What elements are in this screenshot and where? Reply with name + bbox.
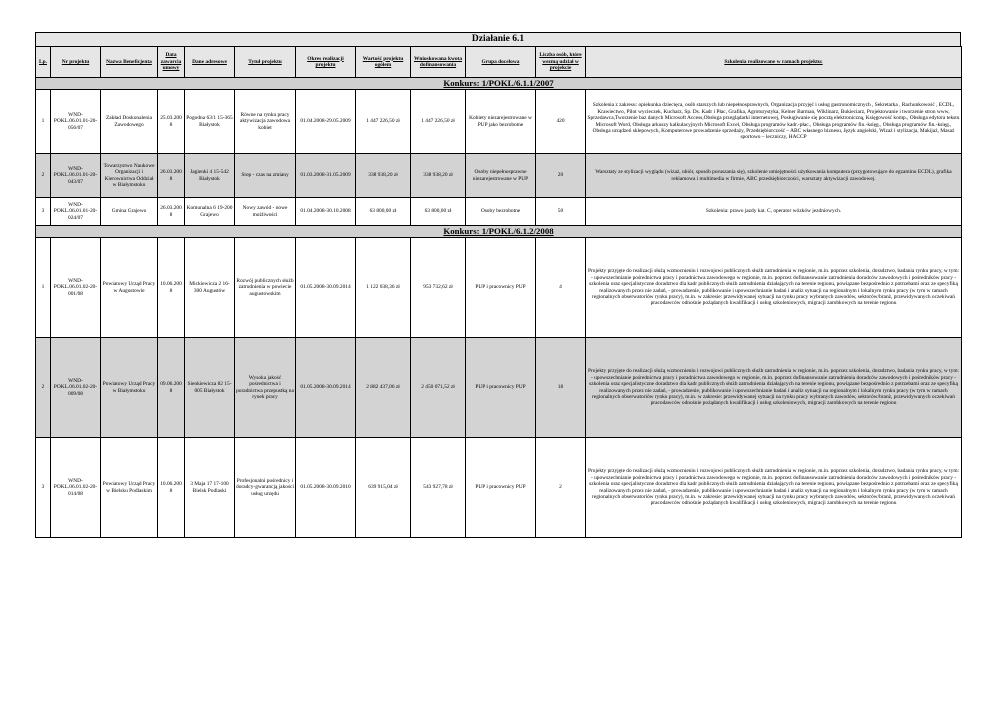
cell-kwota: 338 938,20 zł — [411, 154, 466, 198]
cell-kwota: 1 447 226,50 zł — [411, 90, 466, 154]
col-header-grupa: Grupa docelowa — [466, 47, 536, 78]
cell-adres: Sienkiewicza 82 15-005 Białystok — [185, 338, 235, 438]
cell-okres: 01.04.2008-30.10.2008 — [296, 198, 356, 226]
cell-okres: 01.05.2008-30.09.2014 — [296, 238, 356, 338]
cell-lp: 3 — [36, 198, 51, 226]
cell-adres: Mickiewicza 2 16-300 Augustów — [185, 238, 235, 338]
cell-adres: 3 Maja 17 17-100 Bielsk Podlaski — [185, 438, 235, 538]
cell-tytul: Stop - czas na zmiany — [235, 154, 296, 198]
cell-data: 26.03.2008 — [158, 154, 185, 198]
cell-kwota: 953 732,62 zł — [411, 238, 466, 338]
table-row — [36, 338, 962, 438]
col-header-wartosc: Wartość projektu ogółem — [356, 47, 411, 78]
spreadsheet — [35, 32, 961, 538]
section-title: Konkurs: 1/POKL/6.1.1/2007 — [36, 78, 962, 90]
col-header-okres: Okres realizacji projektu — [296, 47, 356, 78]
projects-table — [35, 46, 962, 538]
cell-nr: WND-POKL.06.01.02-20-009/08 — [51, 338, 101, 438]
cell-szkolenia: Warsztaty ze stylizacji wyglądu (wizaż, ubiór, sposób poruszania się), szkolenie umiejętności użytkowania komputera (przygotowujące do egzaminu ECDL), grafika reklamowa i multimedia w firmie, ABC przedsiębiorczości, warsztaty aktywizacji zawodowej. — [586, 154, 962, 198]
cell-liczba: 420 — [536, 90, 586, 154]
cell-grupa: Kobiety niezarejestrowane w PUP jako bezrobotne — [466, 90, 536, 154]
cell-beneficjent: Towarzystwo Naukowe Organizacji i Kierownictwa Oddział w Białymstoku — [101, 154, 158, 198]
cell-beneficjent: Powiatowy Urząd Pracy w Augustowie — [101, 238, 158, 338]
col-header-data: Data zawarcia umowy — [158, 47, 185, 78]
cell-szkolenia: Szkolenia: prawo jazdy kat. C, operator wózków jezdniowych. — [586, 198, 962, 226]
cell-szkolenia: Szkolenia z zakresu: opiekunka dziecięca, osób starszych lub niepełnosprawnych, Organizacja przyjęć i usług gastronomicznych , Sekretarka , Rachunkowość , ECDL, Krawiectwo, Pilot wycieczek, Kucharz, Sp. Ds. Kadr i Płac, Grafika, Agroturystyka, Kelner Barman, Wiklinarz, Bukieciarz, Projektowanie i tworzenie stron www, Sprzedawca,Tworzenie baz danych Microsoft Access,Obsługa przeglądarki internetowej, Posługiwanie się pocztą elektroniczną, Księgowość komp., Obsługa edytora tekstu Microsoft Word, Obsługa arkuszy kalkulacyjnych Microsoft Excel, Obsługa programów kadr.-płac., Obsługa programów fin.-księg., Obsługa programów fin.-księg., Obsługa urządzeń sklepowych, Komputerowe prowadzenie sprzedaży, Przedsiębiorczość – ABC własnego biznesu, Język angielski, Wizaż i stylizacja, Makijaż, Masaż sportowo – leczniczy, HACCP — [586, 90, 962, 154]
cell-szkolenia: Projekty przyjęte do realizacji służą wzmocnieniu i rozwojowi publicznych służb zatrudnienia w regionie, m.in. poprzez szkolenia, doradztwo, badania rynku pracy, w tym: - upowszechnianie pośrednictwa pracy i poradnictwa zawodowego w regionie, m.in. poprzez dofinansowanie zatrudnienia doradców zawodowych i pośredników pracy - szkolenia oraz specjalistyczne doradztwo dla kadr publicznych służb zatrudnienia działających na terenie regionu, powiązane bezpośrednio z potrzebami oraz ze specyfiką realizowanych przez nie zadań, - prowadzenie, publikowanie i upowszechnianie badań i analiz sytuacji na regionalnym i lokalnym rynku pracy (w tym w ramach regionalnych obserwatoriów rynku pracy), m.in. w zakresie: przewidywanej sytuacji na rynku pracy wybranych zawodów, sektorów/branż, przewidywanych oczekiwań pracodawców odnośnie pożądanych kwalifikacji i usług szkoleniowych, migracji zarobkowych na terenie regionu — [586, 238, 962, 338]
cell-beneficjent: Powiatowy Urząd Pracy w Białymstoku — [101, 338, 158, 438]
cell-beneficjent: Powiatowy Urząd Pracy w Bielsku Podlaskim — [101, 438, 158, 538]
cell-wartosc: 63 800,00 zł — [356, 198, 411, 226]
cell-grupa: PUP i pracownicy PUP — [466, 438, 536, 538]
cell-szkolenia: Projekty przyjęte do realizacji służą wzmocnieniu i rozwojowi publicznych służb zatrudnienia w regionie, m.in. poprzez szkolenia, doradztwo, badania rynku pracy, w tym: - upowszechnianie pośrednictwa pracy i poradnictwa zawodowego w regionie, m.in. poprzez dofinansowanie zatrudnienia doradców zawodowych i pośredników pracy - szkolenia oraz specjalistyczne doradztwo dla kadr publicznych służb zatrudnienia działających na terenie regionu, powiązane bezpośrednio z potrzebami oraz ze specyfiką realizowanych przez nie zadań, - prowadzenie, publikowanie i upowszechnianie badań i analiz sytuacji na regionalnym i lokalnym rynku pracy (w tym w ramach regionalnych obserwatoriów rynku pracy), m.in. w zakresie: przewidywanej sytuacji na rynku pracy wybranych zawodów, sektorów/branż, przewidywanych oczekiwań pracodawców odnośnie pożądanych kwalifikacji i usług szkoleniowych, migracji zarobkowych na terenie regionu — [586, 338, 962, 438]
cell-nr: WND-POKL.06.01.02-20-001/08 — [51, 238, 101, 338]
cell-kwota: 63 800,00 zł — [411, 198, 466, 226]
cell-okres: 01.05.2008-30.09.2010 — [296, 438, 356, 538]
cell-grupa: Osoby bezrobotne — [466, 198, 536, 226]
cell-data: 10.06.2008 — [158, 238, 185, 338]
cell-nr: WND-POKL.06.01.01-20-043/07 — [51, 154, 101, 198]
section-header-row — [36, 226, 962, 238]
table-row — [36, 154, 962, 198]
table-row — [36, 238, 962, 338]
col-header-nr: Nr projektu — [51, 47, 101, 78]
cell-tytul: Wysoka jakość pośrednictwa i poradnictwa przepustką na rynek pracy — [235, 338, 296, 438]
cell-liczba: 18 — [536, 338, 586, 438]
col-header-kwota: Wnioskowana kwota dofinansowania — [411, 47, 466, 78]
cell-wartosc: 338 938,20 zł — [356, 154, 411, 198]
cell-adres: Komunalna 6 19-200 Grajewo — [185, 198, 235, 226]
cell-tytul: Równe na rynku pracy aktywizacja zawodowa kobiet — [235, 90, 296, 154]
cell-liczba: 20 — [536, 154, 586, 198]
cell-liczba: 50 — [536, 198, 586, 226]
table-row — [36, 90, 962, 154]
cell-lp: 2 — [36, 338, 51, 438]
cell-kwota: 543 927,78 zł — [411, 438, 466, 538]
col-header-beneficjent: Nazwa Beneficjenta — [101, 47, 158, 78]
cell-adres: Pogodna 63/1 15-365 Białystok — [185, 90, 235, 154]
cell-liczba: 4 — [536, 238, 586, 338]
cell-grupa: PUP i pracownicy PUP — [466, 338, 536, 438]
cell-wartosc: 2 882 437,06 zł — [356, 338, 411, 438]
cell-okres: 01.05.2008-30.09.2014 — [296, 338, 356, 438]
cell-lp: 3 — [36, 438, 51, 538]
cell-wartosc: 1 122 038,36 zł — [356, 238, 411, 338]
cell-grupa: PUP i pracownicy PUP — [466, 238, 536, 338]
header-row — [36, 47, 962, 78]
section-title: Konkurs: 1/POKL/6.1.2/2008 — [36, 226, 962, 238]
cell-beneficjent: Zakład Doskonalenia Zawodowego — [101, 90, 158, 154]
cell-lp: 2 — [36, 154, 51, 198]
cell-adres: Jagienki 4 15-542 Białystok — [185, 154, 235, 198]
cell-nr: WND-POKL.06.01.01-20-024/07 — [51, 198, 101, 226]
cell-wartosc: 1 447 226,50 zł — [356, 90, 411, 154]
table-row — [36, 198, 962, 226]
cell-tytul: Rozwój publicznych służb zatrudnienia w powiecie augustowskim — [235, 238, 296, 338]
cell-tytul: Nowy zawód - nowe możliwości — [235, 198, 296, 226]
cell-wartosc: 639 915,04 zł — [356, 438, 411, 538]
table-row — [36, 438, 962, 538]
cell-szkolenia: Projekty przyjęte do realizacji służą wzmocnieniu i rozwojowi publicznych służb zatrudnienia w regionie, m.in. poprzez szkolenia, doradztwo, badania rynku pracy, w tym: - upowszechnianie pośrednictwa pracy i poradnictwa zawodowego w regionie, m.in. poprzez dofinansowanie zatrudnienia doradców zawodowych i pośredników pracy - szkolenia oraz specjalistyczne doradztwo dla kadr publicznych służb zatrudnienia działających na terenie regionu, powiązane bezpośrednio z potrzebami oraz ze specyfiką realizowanych przez nie zadań, - prowadzenie, publikowanie i upowszechnianie badań i analiz sytuacji na regionalnym i lokalnym rynku pracy (w tym w ramach regionalnych obserwatoriów rynku pracy), m.in. w zakresie: przewidywanej sytuacji na rynku pracy wybranych zawodów, sektorów/branż, przewidywanych oczekiwań pracodawców odnośnie pożądanych kwalifikacji i usług szkoleniowych, migracji zarobkowych na terenie regionu — [586, 438, 962, 538]
cell-data: 26.03.2008 — [158, 198, 185, 226]
section-header-row — [36, 78, 962, 90]
cell-data: 10.06.2008 — [158, 438, 185, 538]
col-header-szkolenia: Szkolenia realizowane w ramach projektu: — [586, 47, 962, 78]
cell-kwota: 2 450 071,52 zł — [411, 338, 466, 438]
cell-okres: 01.04.2008-29.05.2009 — [296, 90, 356, 154]
cell-data: 09.06.2008 — [158, 338, 185, 438]
cell-lp: 1 — [36, 90, 51, 154]
col-header-adres: Dane adresowe — [185, 47, 235, 78]
cell-lp: 1 — [36, 238, 51, 338]
cell-grupa: Osoby niepełnosprawne niezarejestrowane w PUP — [466, 154, 536, 198]
sheet-title: Działanie 6.1 — [35, 32, 961, 46]
cell-nr: WND-POKL.06.01.01-20-056/07 — [51, 90, 101, 154]
col-header-liczba: Liczba osób, które wezmą udział w projekcie — [536, 47, 586, 78]
col-header-tytul: Tytuł projektu — [235, 47, 296, 78]
cell-liczba: 2 — [536, 438, 586, 538]
cell-beneficjent: Gmina Grajewo — [101, 198, 158, 226]
cell-tytul: Profesjonalni pośrednicy i doradcy-gwarancją jakości usług urzędu — [235, 438, 296, 538]
cell-data: 25.03.2008 — [158, 90, 185, 154]
col-header-lp: Lp. — [36, 47, 51, 78]
cell-okres: 01.03.2008-31.05.2009 — [296, 154, 356, 198]
cell-nr: WND-POKL.06.01.02-20-014/08 — [51, 438, 101, 538]
